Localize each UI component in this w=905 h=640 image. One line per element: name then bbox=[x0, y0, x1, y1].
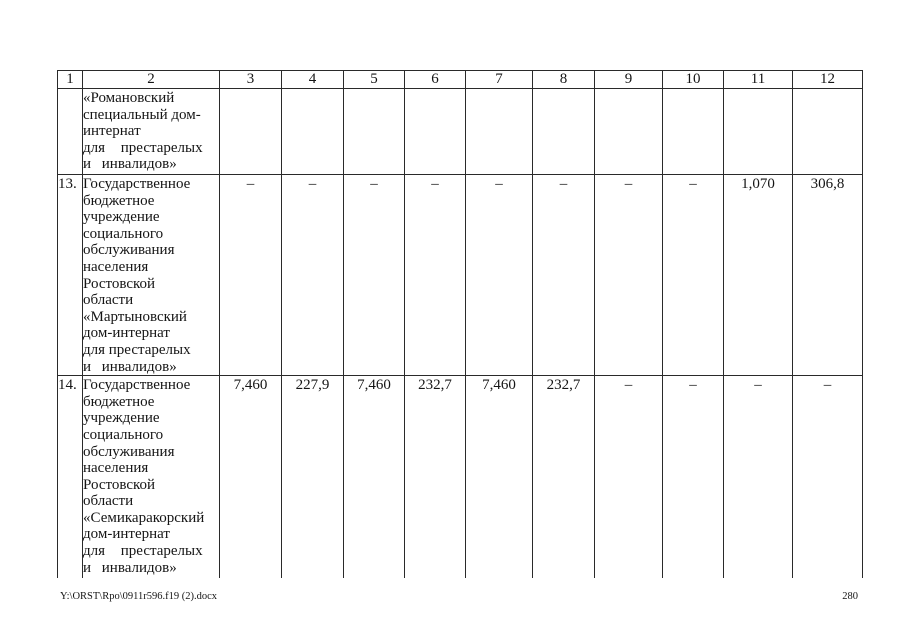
value-cell: – bbox=[595, 376, 663, 578]
name-line: специальный дом- bbox=[83, 106, 201, 123]
header-cell: 9 bbox=[595, 71, 663, 89]
name-line: и инвалидов» bbox=[83, 358, 177, 375]
header-row bbox=[58, 71, 863, 89]
row-number-cell: 14. bbox=[58, 376, 83, 578]
name-line: дом-интернат bbox=[83, 325, 170, 342]
header-cell: 5 bbox=[344, 71, 405, 89]
value-cell: 7,460 bbox=[466, 376, 533, 578]
header-cell: 8 bbox=[533, 71, 595, 89]
value-cell: – bbox=[282, 175, 344, 376]
header-cell: 1 bbox=[58, 71, 83, 89]
table-row bbox=[58, 89, 863, 175]
header-cell: 4 bbox=[282, 71, 344, 89]
name-line: бюджетное bbox=[83, 393, 155, 410]
value-cell: – bbox=[663, 175, 724, 376]
value-cell: – bbox=[724, 376, 793, 578]
name-line: учреждение bbox=[83, 410, 160, 427]
value-cell: 232,7 bbox=[405, 376, 466, 578]
name-line: и инвалидов» bbox=[83, 559, 177, 576]
value-cell bbox=[282, 89, 344, 175]
value-cell bbox=[405, 89, 466, 175]
header-cell: 6 bbox=[405, 71, 466, 89]
name-line: Государственное bbox=[83, 377, 191, 394]
name-line: населения bbox=[83, 460, 149, 477]
name-line: населения bbox=[83, 258, 149, 275]
value-cell: – bbox=[405, 175, 466, 376]
value-cell bbox=[595, 89, 663, 175]
name-line: «Мартыновский bbox=[83, 308, 187, 325]
name-line: социального bbox=[83, 426, 164, 443]
data-table bbox=[57, 70, 863, 578]
value-cell: – bbox=[220, 175, 282, 376]
name-line: обслуживания bbox=[83, 443, 175, 460]
name-line: Ростовской bbox=[83, 275, 156, 292]
row-number-cell: 13. bbox=[58, 175, 83, 376]
value-cell: – bbox=[595, 175, 663, 376]
name-line: учреждение bbox=[83, 209, 160, 226]
value-cell: – bbox=[533, 175, 595, 376]
value-cell bbox=[220, 89, 282, 175]
header-cell: 2 bbox=[83, 71, 220, 89]
name-line: для престарелых bbox=[83, 341, 191, 358]
value-cell bbox=[533, 89, 595, 175]
name-line: Ростовской bbox=[83, 476, 156, 493]
header-cell: 3 bbox=[220, 71, 282, 89]
value-cell bbox=[663, 89, 724, 175]
footer-file-path: Y:\ORST\Rpo\0911r596.f19 (2).docx bbox=[60, 591, 218, 602]
value-cell: 7,460 bbox=[344, 376, 405, 578]
institution-name-cell bbox=[83, 175, 220, 376]
value-cell: 1,070 bbox=[724, 175, 793, 376]
name-line: области bbox=[83, 292, 134, 309]
header-cell: 10 bbox=[663, 71, 724, 89]
table-row bbox=[58, 175, 863, 376]
value-cell bbox=[466, 89, 533, 175]
institution-name-cell bbox=[83, 376, 220, 578]
name-line: дом-интернат bbox=[83, 526, 170, 543]
value-cell: – bbox=[663, 376, 724, 578]
value-cell: – bbox=[793, 376, 863, 578]
header-cell: 7 bbox=[466, 71, 533, 89]
value-cell: 7,460 bbox=[220, 376, 282, 578]
header-cell: 11 bbox=[724, 71, 793, 89]
row-number-cell bbox=[58, 89, 83, 175]
name-line: «Семикаракорский bbox=[83, 509, 205, 526]
name-line: и инвалидов» bbox=[83, 156, 177, 173]
value-cell: 227,9 bbox=[282, 376, 344, 578]
header-cell: 12 bbox=[793, 71, 863, 89]
value-cell bbox=[724, 89, 793, 175]
institution-name-cell bbox=[83, 89, 220, 175]
name-line: обслуживания bbox=[83, 242, 175, 259]
table-row bbox=[58, 376, 863, 578]
value-cell: – bbox=[466, 175, 533, 376]
name-line: социального bbox=[83, 225, 164, 242]
name-line: для престарелых bbox=[83, 139, 203, 156]
value-cell bbox=[793, 89, 863, 175]
name-line: интернат bbox=[83, 123, 141, 140]
name-line: Государственное bbox=[83, 176, 191, 192]
name-line: бюджетное bbox=[83, 192, 155, 209]
footer-page-number: 280 bbox=[842, 591, 858, 602]
name-line: «Романовский bbox=[83, 90, 175, 106]
value-cell: – bbox=[344, 175, 405, 376]
value-cell: 232,7 bbox=[533, 376, 595, 578]
name-line: области bbox=[83, 493, 134, 510]
value-cell: 306,8 bbox=[793, 175, 863, 376]
value-cell bbox=[344, 89, 405, 175]
name-line: для престарелых bbox=[83, 543, 203, 560]
